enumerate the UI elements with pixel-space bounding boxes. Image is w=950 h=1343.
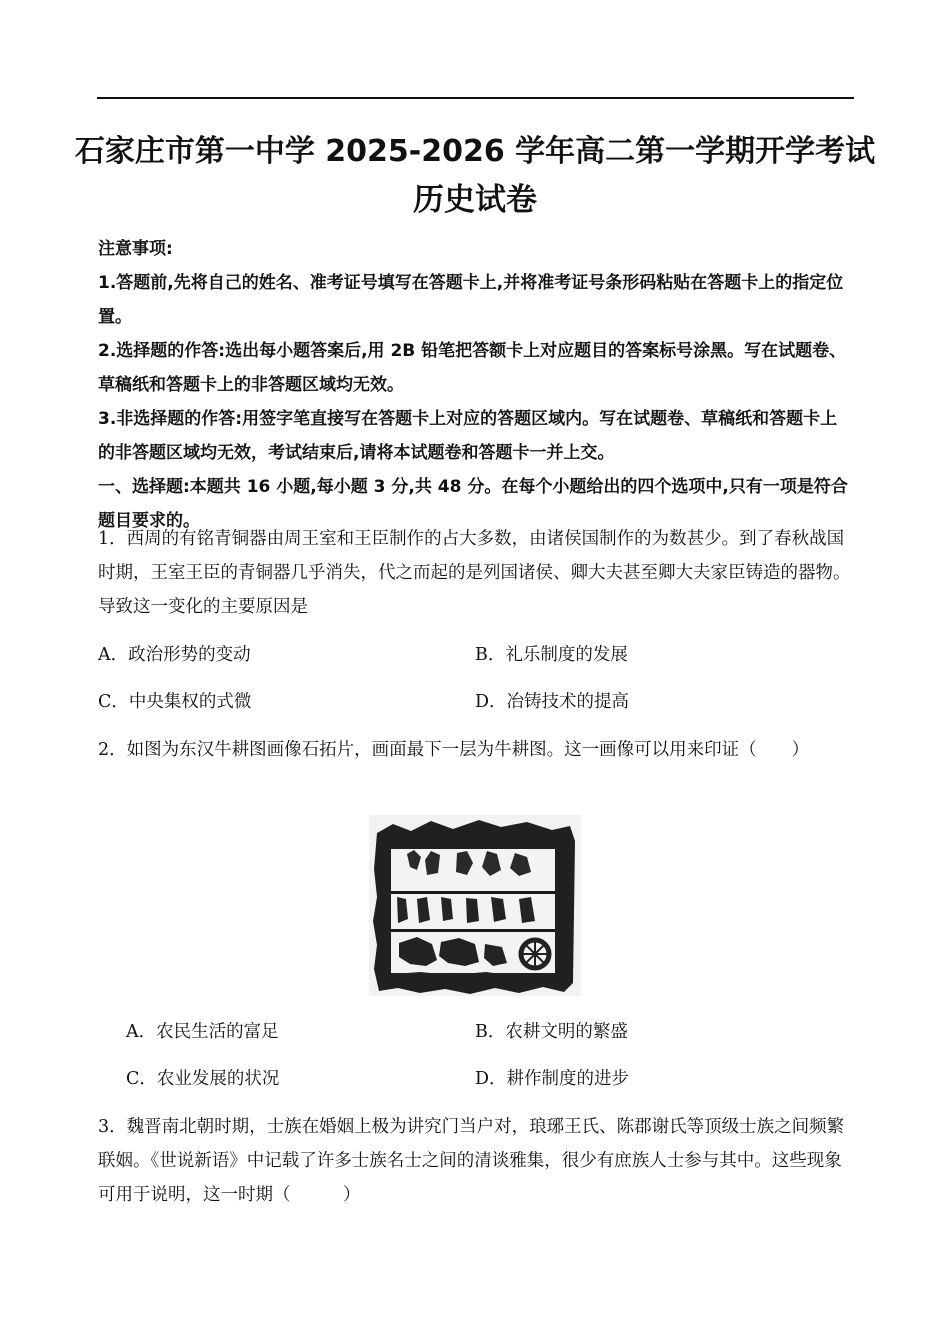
question-2 [98, 733, 852, 767]
instruction-item: 2.选择题的作答:选出每小题答案后,用 2B 铅笔把答额卡上对应题目的答案标号涂黑。写在试题卷、草稿纸和答题卡上的非答题区域均无效。 [98, 341, 847, 395]
section-heading: 一、选择题:本题共 16 小题,每小题 3 分,共 48 分。在每个小题给出的四个选项中,只有一项是符合题目要求的。 [98, 477, 848, 531]
q2-option-b: B．农耕文明的繁盛 [475, 1022, 628, 1042]
q1-option-d: D．冶铸技术的提高 [475, 692, 630, 712]
q2-option-a: A．农民生活的富足 [126, 1022, 279, 1042]
instructions-heading: 注意事项: [98, 239, 173, 259]
q1-option-c: C．中央集权的式微 [98, 692, 252, 712]
instruction-item: 1.答题前,先将自己的姓名、准考证号填写在答题卡上,并将准考证号条形码粘贴在答题卡上的指定位置。 [98, 273, 844, 327]
han-ox-plough-rubbing-image [369, 815, 581, 996]
q1-option-a: A．政治形势的变动 [98, 645, 251, 665]
question-1 [98, 522, 852, 624]
q2-option-d: D．耕作制度的进步 [475, 1069, 630, 1089]
top-rule [97, 97, 854, 99]
instructions [98, 232, 853, 538]
exam-subject-title: 历史试卷 [413, 182, 537, 218]
question-3 [98, 1110, 852, 1212]
question-stem: 2．如图为东汉牛耕图画像石拓片，画面最下一层为牛耕图。这一画像可以用来印证（ ） [98, 740, 810, 760]
question-stem: 3．魏晋南北朝时期，士族在婚姻上极为讲究门当户对，琅琊王氏、陈郡谢氏等顶级士族之间频繁联姻。《世说新语》中记载了许多士族名士之间的清谈雅集，很少有庶族人士参与其中。这些现象可用于说明，这一时期（ ） [98, 1117, 845, 1205]
instruction-item: 3.非选择题的作答:用签字笔直接写在答题卡上对应的答题区域内。写在试题卷、草稿纸和答题卡上的非答题区域均无效，考试结束后,请将本试题卷和答题卡一并上交。 [98, 409, 838, 463]
question-stem: 1．西周的有铭青铜器由周王室和王臣制作的占大多数，由诸侯国制作的为数甚少。到了春秋战国时期，王室王臣的青铜器几乎消失，代之而起的是列国诸侯、卿大夫甚至卿大夫家臣铸造的器物。导致这一变化的主要原因是 [98, 529, 851, 617]
q2-option-c: C．农业发展的状况 [126, 1069, 280, 1089]
q1-option-b: B．礼乐制度的发展 [475, 645, 628, 665]
exam-title: 石家庄市第一中学 2025-2026 学年高二第一学期开学考试 [74, 134, 876, 169]
